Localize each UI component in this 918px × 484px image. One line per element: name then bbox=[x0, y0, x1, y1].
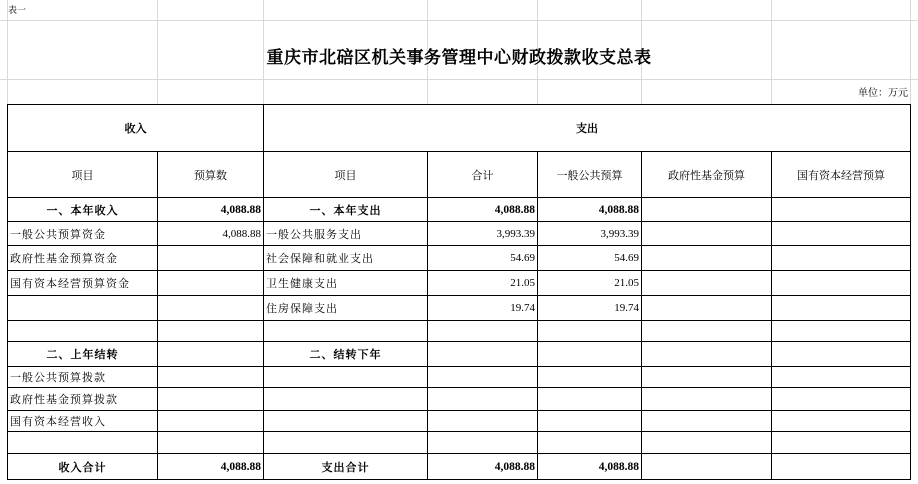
state-capital-cell bbox=[772, 222, 911, 246]
budget-table bbox=[7, 104, 911, 480]
table-row bbox=[8, 432, 911, 454]
income-item-cell: 政府性基金预算拨款 bbox=[8, 388, 158, 411]
gov-fund-cell bbox=[642, 342, 772, 367]
state-capital-cell bbox=[772, 342, 911, 367]
general-cell bbox=[538, 342, 642, 367]
income-total-label: 收入合计 bbox=[8, 454, 158, 480]
state-capital-cell bbox=[772, 367, 911, 388]
state-capital-cell bbox=[772, 321, 911, 342]
state-capital-cell bbox=[772, 246, 911, 271]
expense-item-cell bbox=[264, 367, 428, 388]
income-total-value: 4,088.88 bbox=[158, 454, 264, 480]
col-income-item: 项目 bbox=[8, 152, 158, 198]
income-budget-cell bbox=[158, 342, 264, 367]
gov-fund-cell bbox=[642, 246, 772, 271]
expense-item-cell bbox=[264, 432, 428, 454]
total-cell: 21.05 bbox=[428, 271, 538, 296]
table-row bbox=[8, 321, 911, 342]
grid-line bbox=[0, 20, 918, 21]
col-state-capital: 国有资本经营预算 bbox=[772, 152, 911, 198]
income-item-cell: 政府性基金预算资金 bbox=[8, 246, 158, 271]
col-total: 合计 bbox=[428, 152, 538, 198]
general-cell: 21.05 bbox=[538, 271, 642, 296]
general-cell bbox=[538, 367, 642, 388]
gov-fund-cell bbox=[642, 296, 772, 321]
income-budget-cell bbox=[158, 321, 264, 342]
expense-header: 支出 bbox=[264, 105, 911, 152]
state-capital-cell bbox=[772, 388, 911, 411]
gov-fund-cell bbox=[642, 271, 772, 296]
income-header: 收入 bbox=[8, 105, 264, 152]
totals-row bbox=[8, 454, 911, 480]
total-cell bbox=[428, 432, 538, 454]
state-capital-cell bbox=[772, 411, 911, 432]
expense-item-cell: 社会保障和就业支出 bbox=[264, 246, 428, 271]
total-cell: 3,993.39 bbox=[428, 222, 538, 246]
general-cell bbox=[538, 411, 642, 432]
general-cell: 54.69 bbox=[538, 246, 642, 271]
page-title: 重庆市北碚区机关事务管理中心财政拨款收支总表 bbox=[266, 48, 652, 68]
gov-fund-cell bbox=[642, 222, 772, 246]
gov-fund-total-cell bbox=[642, 454, 772, 480]
expense-item-cell: 一般公共服务支出 bbox=[264, 222, 428, 246]
income-item-cell bbox=[8, 321, 158, 342]
income-budget-cell bbox=[158, 388, 264, 411]
income-budget-cell: 4,088.88 bbox=[158, 198, 264, 222]
income-item-cell: 国有资本经营收入 bbox=[8, 411, 158, 432]
total-cell bbox=[428, 388, 538, 411]
income-budget-cell bbox=[158, 432, 264, 454]
sheet-label: 表一 bbox=[8, 6, 27, 16]
income-budget-cell bbox=[158, 367, 264, 388]
total-cell bbox=[428, 321, 538, 342]
col-budget: 预算数 bbox=[158, 152, 264, 198]
total-cell: 19.74 bbox=[428, 296, 538, 321]
total-cell: 4,088.88 bbox=[428, 198, 538, 222]
general-cell bbox=[538, 321, 642, 342]
table-row bbox=[8, 296, 911, 321]
column-header-row bbox=[8, 152, 911, 198]
income-item-cell: 国有资本经营预算资金 bbox=[8, 271, 158, 296]
state-capital-cell bbox=[772, 198, 911, 222]
general-cell: 3,993.39 bbox=[538, 222, 642, 246]
total-cell bbox=[428, 411, 538, 432]
income-budget-cell: 4,088.88 bbox=[158, 222, 264, 246]
table-row bbox=[8, 222, 911, 246]
general-total-value: 4,088.88 bbox=[538, 454, 642, 480]
income-budget-cell bbox=[158, 296, 264, 321]
general-cell: 19.74 bbox=[538, 296, 642, 321]
table-row bbox=[8, 411, 911, 432]
income-item-cell bbox=[8, 432, 158, 454]
expense-item-cell: 二、结转下年 bbox=[264, 342, 428, 367]
income-item-cell bbox=[8, 296, 158, 321]
table-row bbox=[8, 367, 911, 388]
col-expense-item: 项目 bbox=[264, 152, 428, 198]
gov-fund-cell bbox=[642, 367, 772, 388]
income-budget-cell bbox=[158, 411, 264, 432]
general-cell: 4,088.88 bbox=[538, 198, 642, 222]
expense-item-cell: 住房保障支出 bbox=[264, 296, 428, 321]
state-capital-cell bbox=[772, 296, 911, 321]
gov-fund-cell bbox=[642, 388, 772, 411]
expense-item-cell bbox=[264, 411, 428, 432]
table-row bbox=[8, 198, 911, 222]
expense-total-label: 支出合计 bbox=[264, 454, 428, 480]
total-cell bbox=[428, 342, 538, 367]
income-budget-cell bbox=[158, 246, 264, 271]
total-cell: 54.69 bbox=[428, 246, 538, 271]
col-gov-fund: 政府性基金预算 bbox=[642, 152, 772, 198]
expense-total-value: 4,088.88 bbox=[428, 454, 538, 480]
col-general: 一般公共预算 bbox=[538, 152, 642, 198]
table-row bbox=[8, 388, 911, 411]
income-item-cell: 二、上年结转 bbox=[8, 342, 158, 367]
general-cell bbox=[538, 388, 642, 411]
income-item-cell: 一般公共预算资金 bbox=[8, 222, 158, 246]
gov-fund-cell bbox=[642, 321, 772, 342]
state-capital-cell bbox=[772, 271, 911, 296]
total-cell bbox=[428, 367, 538, 388]
income-item-cell: 一般公共预算拨款 bbox=[8, 367, 158, 388]
expense-item-cell bbox=[264, 321, 428, 342]
gov-fund-cell bbox=[642, 198, 772, 222]
gov-fund-cell bbox=[642, 432, 772, 454]
gov-fund-cell bbox=[642, 411, 772, 432]
expense-item-cell: 一、本年支出 bbox=[264, 198, 428, 222]
section-header-row bbox=[8, 105, 911, 152]
grid-line bbox=[0, 79, 918, 80]
unit-label: 单位：万元 bbox=[858, 88, 908, 99]
table-row bbox=[8, 342, 911, 367]
expense-item-cell bbox=[264, 388, 428, 411]
state-capital-total-cell bbox=[772, 454, 911, 480]
expense-item-cell: 卫生健康支出 bbox=[264, 271, 428, 296]
income-item-cell: 一、本年收入 bbox=[8, 198, 158, 222]
general-cell bbox=[538, 432, 642, 454]
state-capital-cell bbox=[772, 432, 911, 454]
table-row bbox=[8, 271, 911, 296]
income-budget-cell bbox=[158, 271, 264, 296]
table-row bbox=[8, 246, 911, 271]
